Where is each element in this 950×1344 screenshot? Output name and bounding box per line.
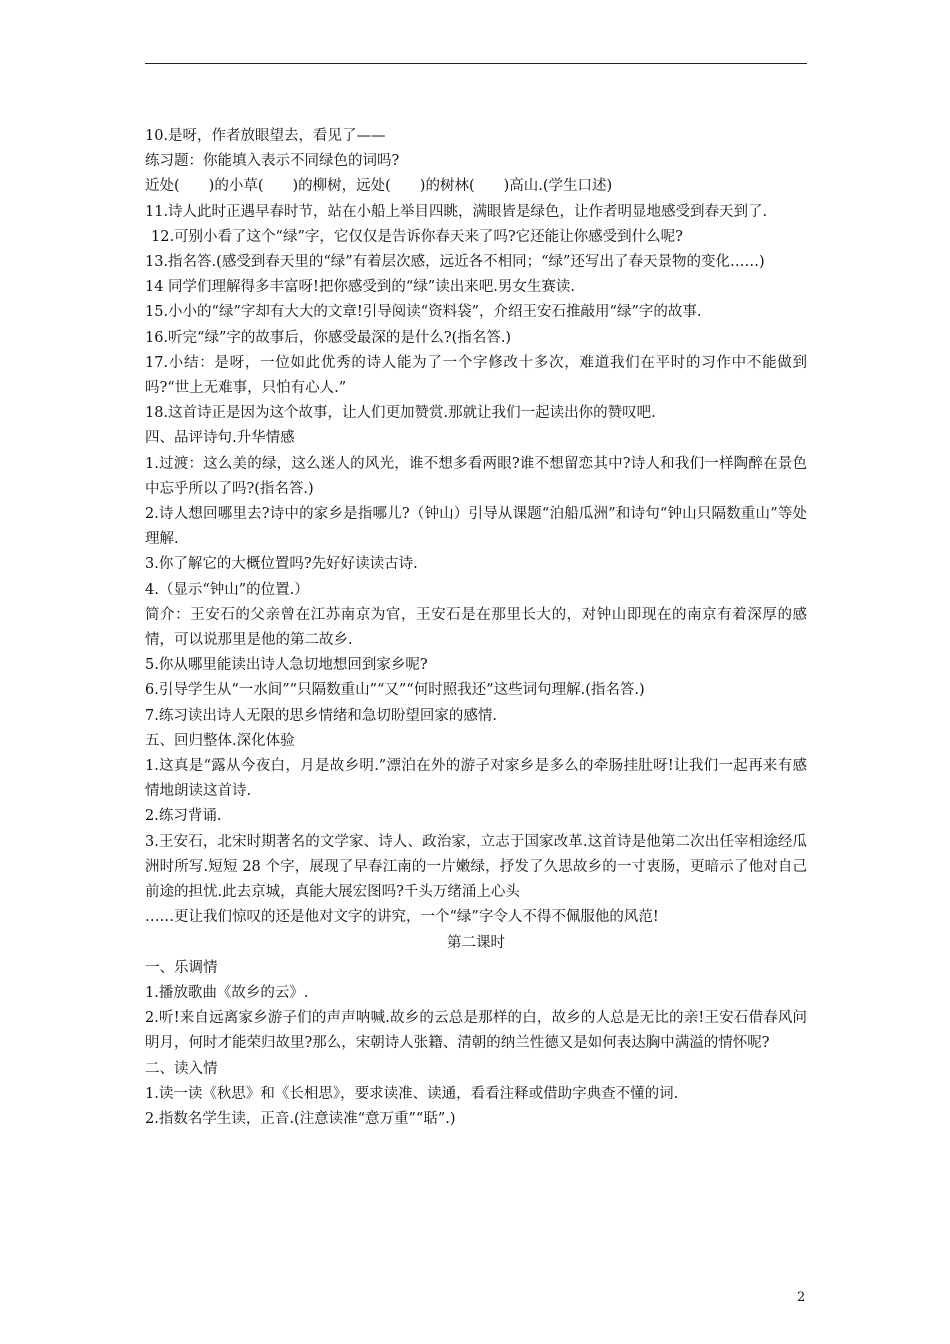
paragraph: 18.这首诗正是因为这个故事，让人们更加赞赏.那就让我们一起读出你的赞叹吧.	[145, 405, 656, 422]
paragraph: 4.（显示“钟山”的位置.）	[145, 581, 309, 598]
page-number: 2	[797, 1290, 806, 1305]
paragraph: 7.练习读出诗人无限的思乡情绪和急切盼望回家的感情.	[145, 707, 497, 724]
paragraph: 12.可别小看了这个“绿”字，它仅仅是告诉你春天来了吗?它还能让你感受到什么呢?	[151, 228, 683, 245]
paragraph: 1.过渡：这么美的绿，这么迷人的风光，谁不想多看两眼?谁不想留恋其中?诗人和我们一样陶醉在景色中忘乎所以了吗?(指名答.)	[145, 455, 807, 497]
paragraph: 2.练习背诵.	[145, 808, 222, 825]
paragraph: 2.听!来自远离家乡游子们的声声呐喊.故乡的云总是那样的白，故乡的人总是无比的亲!王安石借春风问明月，何时才能荣归故里?那么，宋朝诗人张籍、清朝的纳兰性德又是如何表达胸中满溢的情怀呢?	[145, 1010, 807, 1052]
paragraph: 5.你从哪里能读出诗人急切地想回到家乡呢?	[145, 657, 428, 674]
section-heading: 一、乐调情	[145, 959, 218, 976]
document-body	[145, 124, 807, 1132]
paragraph: 简介：王安石的父亲曾在江苏南京为官，王安石是在那里长大的，对钟山即现在的南京有着深厚的感情，可以说那里是他的第二故乡.	[145, 606, 807, 649]
paragraph: 3.王安石，北宋时期著名的文学家、诗人、政治家，立志于国家改革.这首诗是他第二次出任宰相途经瓜洲时所写.短短 28 个字，展现了早春江南的一片嫩绿，抒发了久思故乡的一寸衷肠，更暗示了他对自己前途的担忧.此去京城，真能大展宏图吗?千头万绪涌上心头	[145, 833, 807, 901]
paragraph: 近处( )的小草( )的柳树，远处( )的树林( )高山.(学生口述)	[145, 178, 613, 195]
paragraph: 1.这真是“露从今夜白，月是故乡明.”漂泊在外的游子对家乡是多么的牵肠挂肚呀!让我们一起再来有感情地朗读这首诗.	[145, 758, 807, 800]
paragraph: 17.小结：是呀，一位如此优秀的诗人能为了一个字修改十多次，难道我们在平时的习作中不能做到吗?“世上无难事，只怕有心人.”	[145, 354, 807, 397]
paragraph: 练习题：你能填入表示不同绿色的词吗?	[145, 153, 400, 170]
paragraph: 1.播放歌曲《故乡的云》.	[145, 984, 309, 1001]
paragraph: 2.指数名学生读，正音.(注意读准“意万重”“聒”.)	[145, 1110, 456, 1127]
paragraph: 16.听完“绿”字的故事后，你感受最深的是什么?(指名答.)	[145, 329, 512, 346]
paragraph: 10.是呀，作者放眼望去，看见了——	[145, 128, 386, 144]
section-heading: 二、读入情	[145, 1060, 218, 1077]
section-heading: 四、品评诗句.升华情感	[145, 430, 295, 447]
paragraph: 13.指名答.(感受到春天里的“绿”有着层次感，远近各不相同；“绿”还写出了春天景物的变化……)	[145, 254, 765, 271]
paragraph: 3.你了解它的大概位置吗?先好好读读古诗.	[145, 556, 418, 573]
paragraph: ……更让我们惊叹的还是他对文字的讲究，一个“绿”字令人不得不佩服他的风范!	[145, 909, 659, 926]
section-heading: 五、回归整体.深化体验	[145, 732, 295, 749]
lesson-title: 第二课时	[447, 934, 505, 951]
paragraph: 2.诗人想回哪里去?诗中的家乡是指哪儿?（钟山）引导从课题“泊船瓜洲”和诗句“钟山只隔数重山”等处理解.	[145, 506, 807, 548]
paragraph: 15.小小的“绿”字却有大大的文章!引导阅读“资料袋”，介绍王安石推敲用“绿”字的故事.	[145, 304, 702, 321]
paragraph: 14 同学们理解得多丰富呀!把你感受到的“绿”读出来吧.男女生赛读.	[145, 279, 575, 296]
header-rule	[145, 63, 807, 64]
paragraph: 6.引导学生从“一水间”“只隔数重山”“又”“何时照我还”这些词句理解.(指名答.)	[145, 682, 645, 699]
paragraph: 1.读一读《秋思》和《长相思》，要求读准、读通，看看注释或借助字典查不懂的词.	[145, 1085, 679, 1102]
paragraph: 11.诗人此时正遇早春时节，站在小船上举目四眺，满眼皆是绿色，让作者明显地感受到春天到了.	[145, 203, 768, 220]
